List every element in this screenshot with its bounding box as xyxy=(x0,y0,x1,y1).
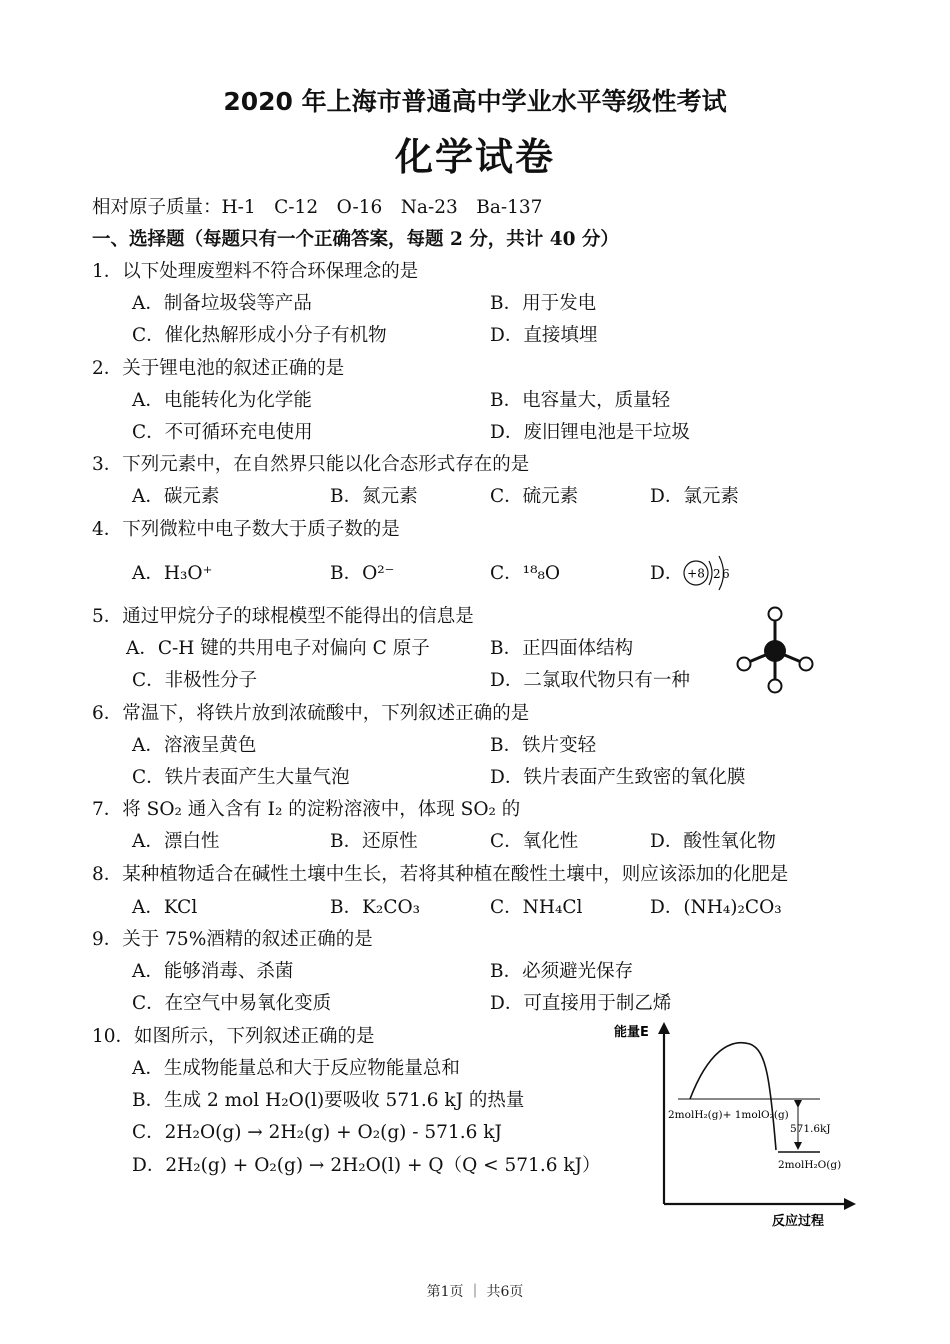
atom-shell-2-count: 6 xyxy=(722,567,730,581)
question-5-option-b: B．正四面体结构 xyxy=(490,638,634,659)
question-6-option-c: C．铁片表面产生大量气泡 xyxy=(132,767,350,788)
question-3-stem: 3．下列元素中，在自然界只能以化合态形式存在的是 xyxy=(92,454,530,475)
question-1-option-c: C．催化热解形成小分子有机物 xyxy=(132,325,387,346)
page-footer: 第1页 ｜ 共6页 xyxy=(426,1284,524,1300)
question-3-option-d: D．氯元素 xyxy=(650,486,739,507)
question-10-option-c: C．2H₂O(g) → 2H₂(g) + O₂(g) - 571.6 kJ xyxy=(132,1122,502,1143)
question-1-option-b: B．用于发电 xyxy=(490,293,597,314)
question-5-option-c: C．非极性分子 xyxy=(132,670,258,691)
reactants-label: 2molH₂(g)+ 1molO₂(g) xyxy=(668,1109,789,1121)
question-1-option-a: A．制备垃圾袋等产品 xyxy=(132,293,312,314)
question-7-option-d: D．酸性氧化物 xyxy=(650,831,776,852)
question-2-option-b: B．电容量大，质量轻 xyxy=(490,390,671,411)
question-3-option-b: B．氮元素 xyxy=(330,486,418,507)
question-10-option-d: D．2H₂(g) + O₂(g) → 2H₂O(l) + Q（Q < 571.6 kJ） xyxy=(132,1155,601,1176)
question-4-option-b: B．O²⁻ xyxy=(330,563,395,584)
oxygen-atom-structure-diagram xyxy=(682,552,732,594)
question-6-option-b: B．铁片变轻 xyxy=(490,735,597,756)
question-7-option-a: A．漂白性 xyxy=(132,831,220,852)
question-4-option-c: C．¹⁸₈O xyxy=(490,563,561,584)
question-1-stem: 1．以下处理废塑料不符合环保理念的是 xyxy=(92,261,419,282)
question-8-option-c: C．NH₄Cl xyxy=(490,897,583,918)
reaction-energy-curve xyxy=(690,1043,776,1150)
question-5-option-a: A．C-H 键的共用电子对偏向 C 原子 xyxy=(126,638,430,659)
question-9-option-b: B．必须避光保存 xyxy=(490,961,634,982)
y-axis-arrow-icon xyxy=(658,1022,670,1034)
question-2-option-c: C．不可循环充电使用 xyxy=(132,422,313,443)
question-9-option-d: D．可直接用于制乙烯 xyxy=(490,993,672,1014)
question-2-stem: 2．关于锂电池的叙述正确的是 xyxy=(92,358,345,379)
question-9-stem: 9．关于 75%酒精的叙述正确的是 xyxy=(92,929,373,950)
question-4-option-a: A．H₃O⁺ xyxy=(132,563,213,584)
question-10-stem: 10．如图所示，下列叙述正确的是 xyxy=(92,1026,375,1047)
energy-profile-diagram xyxy=(606,1018,868,1236)
question-7-option-b: B．还原性 xyxy=(330,831,418,852)
question-3-option-c: C．硫元素 xyxy=(490,486,579,507)
section-heading: 一、选择题（每题只有一个正确答案，每题 2 分，共计 40 分） xyxy=(92,229,619,250)
question-2-option-d: D．废旧锂电池是干垃圾 xyxy=(490,422,690,443)
question-9-option-a: A．能够消毒、杀菌 xyxy=(132,961,294,982)
exam-title: 2020 年上海市普通高中学业水平等级性考试 xyxy=(223,87,727,116)
atom-nucleus-label: +8 xyxy=(687,566,705,581)
products-label: 2molH₂O(g) xyxy=(778,1159,842,1171)
question-8-option-a: A．KCl xyxy=(132,897,198,918)
question-4-stem: 4．下列微粒中电子数大于质子数的是 xyxy=(92,519,400,540)
question-8-stem: 8．某种植物适合在碱性土壤中生长，若将其种植在酸性土壤中，则应该添加的化肥是 xyxy=(92,864,789,885)
question-6-option-d: D．铁片表面产生致密的氧化膜 xyxy=(490,767,746,788)
question-6-option-a: A．溶液呈黄色 xyxy=(132,735,257,756)
exam-subtitle: 化学试卷 xyxy=(394,135,555,179)
x-axis-arrow-icon xyxy=(844,1198,856,1210)
question-5-option-d: D．二氯取代物只有一种 xyxy=(490,670,690,691)
question-4-option-d: D． xyxy=(650,563,684,584)
question-9-option-c: C．在空气中易氧化变质 xyxy=(132,993,332,1014)
y-axis-label: 能量E xyxy=(614,1025,649,1040)
methane-ball-stick-model xyxy=(732,602,818,698)
question-8-option-b: B．K₂CO₃ xyxy=(330,897,421,918)
question-5-stem: 5．通过甲烷分子的球棍模型不能得出的信息是 xyxy=(92,606,474,627)
x-axis-label: 反应过程 xyxy=(772,1214,825,1229)
question-10-option-b: B．生成 2 mol H₂O(l)要吸收 571.6 kJ 的热量 xyxy=(132,1090,525,1111)
question-2-option-a: A．电能转化为化学能 xyxy=(132,390,312,411)
question-10-option-a: A．生成物能量总和大于反应物能量总和 xyxy=(132,1058,460,1079)
question-7-stem: 7．将 SO₂ 通入含有 I₂ 的淀粉溶液中，体现 SO₂ 的 xyxy=(92,799,521,820)
question-8-option-d: D．(NH₄)₂CO₃ xyxy=(650,897,782,918)
question-6-stem: 6．常温下，将铁片放到浓硫酸中，下列叙述正确的是 xyxy=(92,703,530,724)
atomic-mass-line: 相对原子质量：H-1 C-12 O-16 Na-23 Ba-137 xyxy=(92,197,543,218)
question-7-option-c: C．氧化性 xyxy=(490,831,579,852)
energy-difference-label: 571.6kJ xyxy=(790,1123,831,1135)
atom-shell-1-count: 2 xyxy=(713,567,721,581)
question-1-option-d: D．直接填埋 xyxy=(490,325,598,346)
question-3-option-a: A．碳元素 xyxy=(132,486,220,507)
